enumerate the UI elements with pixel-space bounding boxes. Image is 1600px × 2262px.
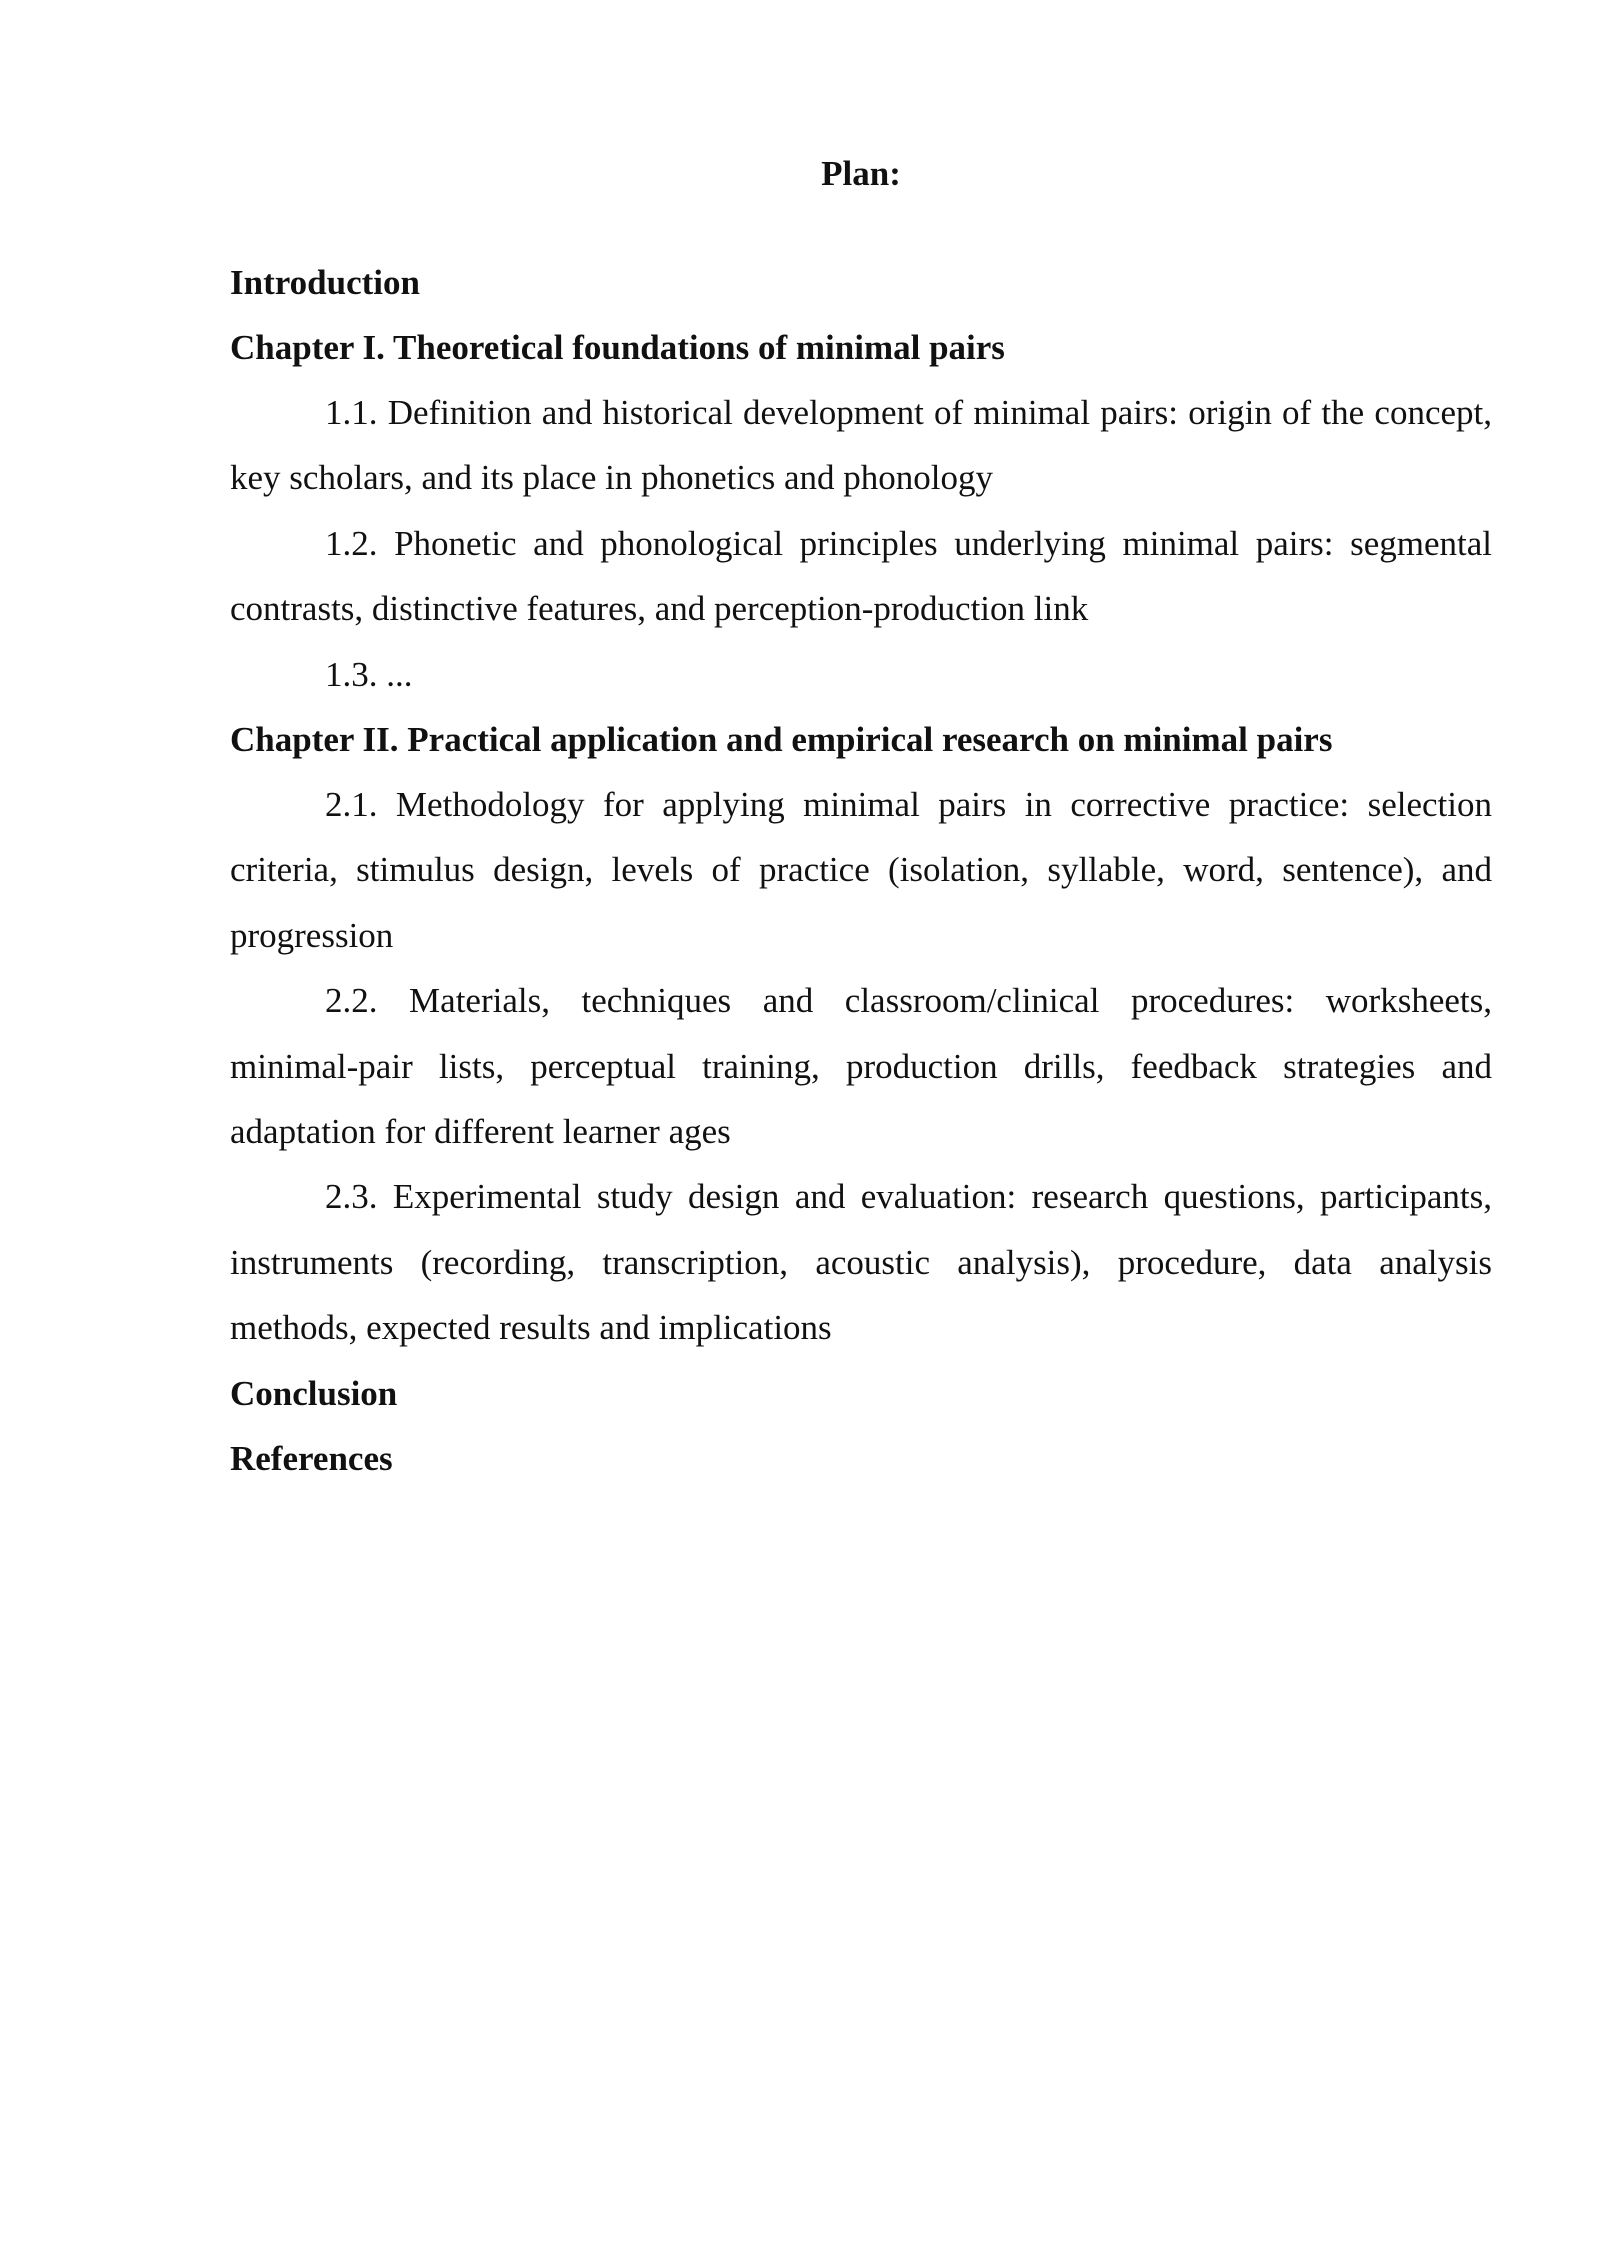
toc-introduction: Introduction [230, 263, 420, 302]
toc-section-2-3: 2.3. Experimental study design and evaluation: research questions, participants, instruments (recording, transcription, acoustic analysis), procedure, data analysis methods, expected results and implications [230, 1177, 1492, 1348]
toc-section-1-2: 1.2. Phonetic and phonological principles underlying minimal pairs: segmental contrasts, distinctive features, and perception-production link [230, 523, 1492, 629]
toc-references: References [230, 1438, 393, 1478]
page-title: Plan: [821, 154, 901, 193]
toc-chapter-2-heading: Chapter II. Practical application and empirical research on minimal pairs [230, 720, 1333, 760]
toc-conclusion: Conclusion [230, 1373, 398, 1413]
toc-section-2-1: 2.1. Methodology for applying minimal pairs in corrective practice: selection criteria, stimulus design, levels of practice (isolation, syllable, word, sentence), and progression [230, 785, 1492, 955]
toc-chapter-1-heading: Chapter I. Theoretical foundations of minimal pairs [230, 328, 1005, 367]
toc-section-1-3: 1.3. ... [325, 654, 413, 694]
table-of-contents [230, 250, 1492, 1491]
toc-section-1-1: 1.1. Definition and historical development of minimal pairs: origin of the concept, key scholars, and its place in phonetics and phonology [230, 393, 1492, 498]
toc-section-2-2: 2.2. Materials, techniques and classroom/clinical procedures: worksheets, minimal-pair lists, perceptual training, production drills, feedback strategies and adaptation for different learner ages [230, 981, 1492, 1152]
